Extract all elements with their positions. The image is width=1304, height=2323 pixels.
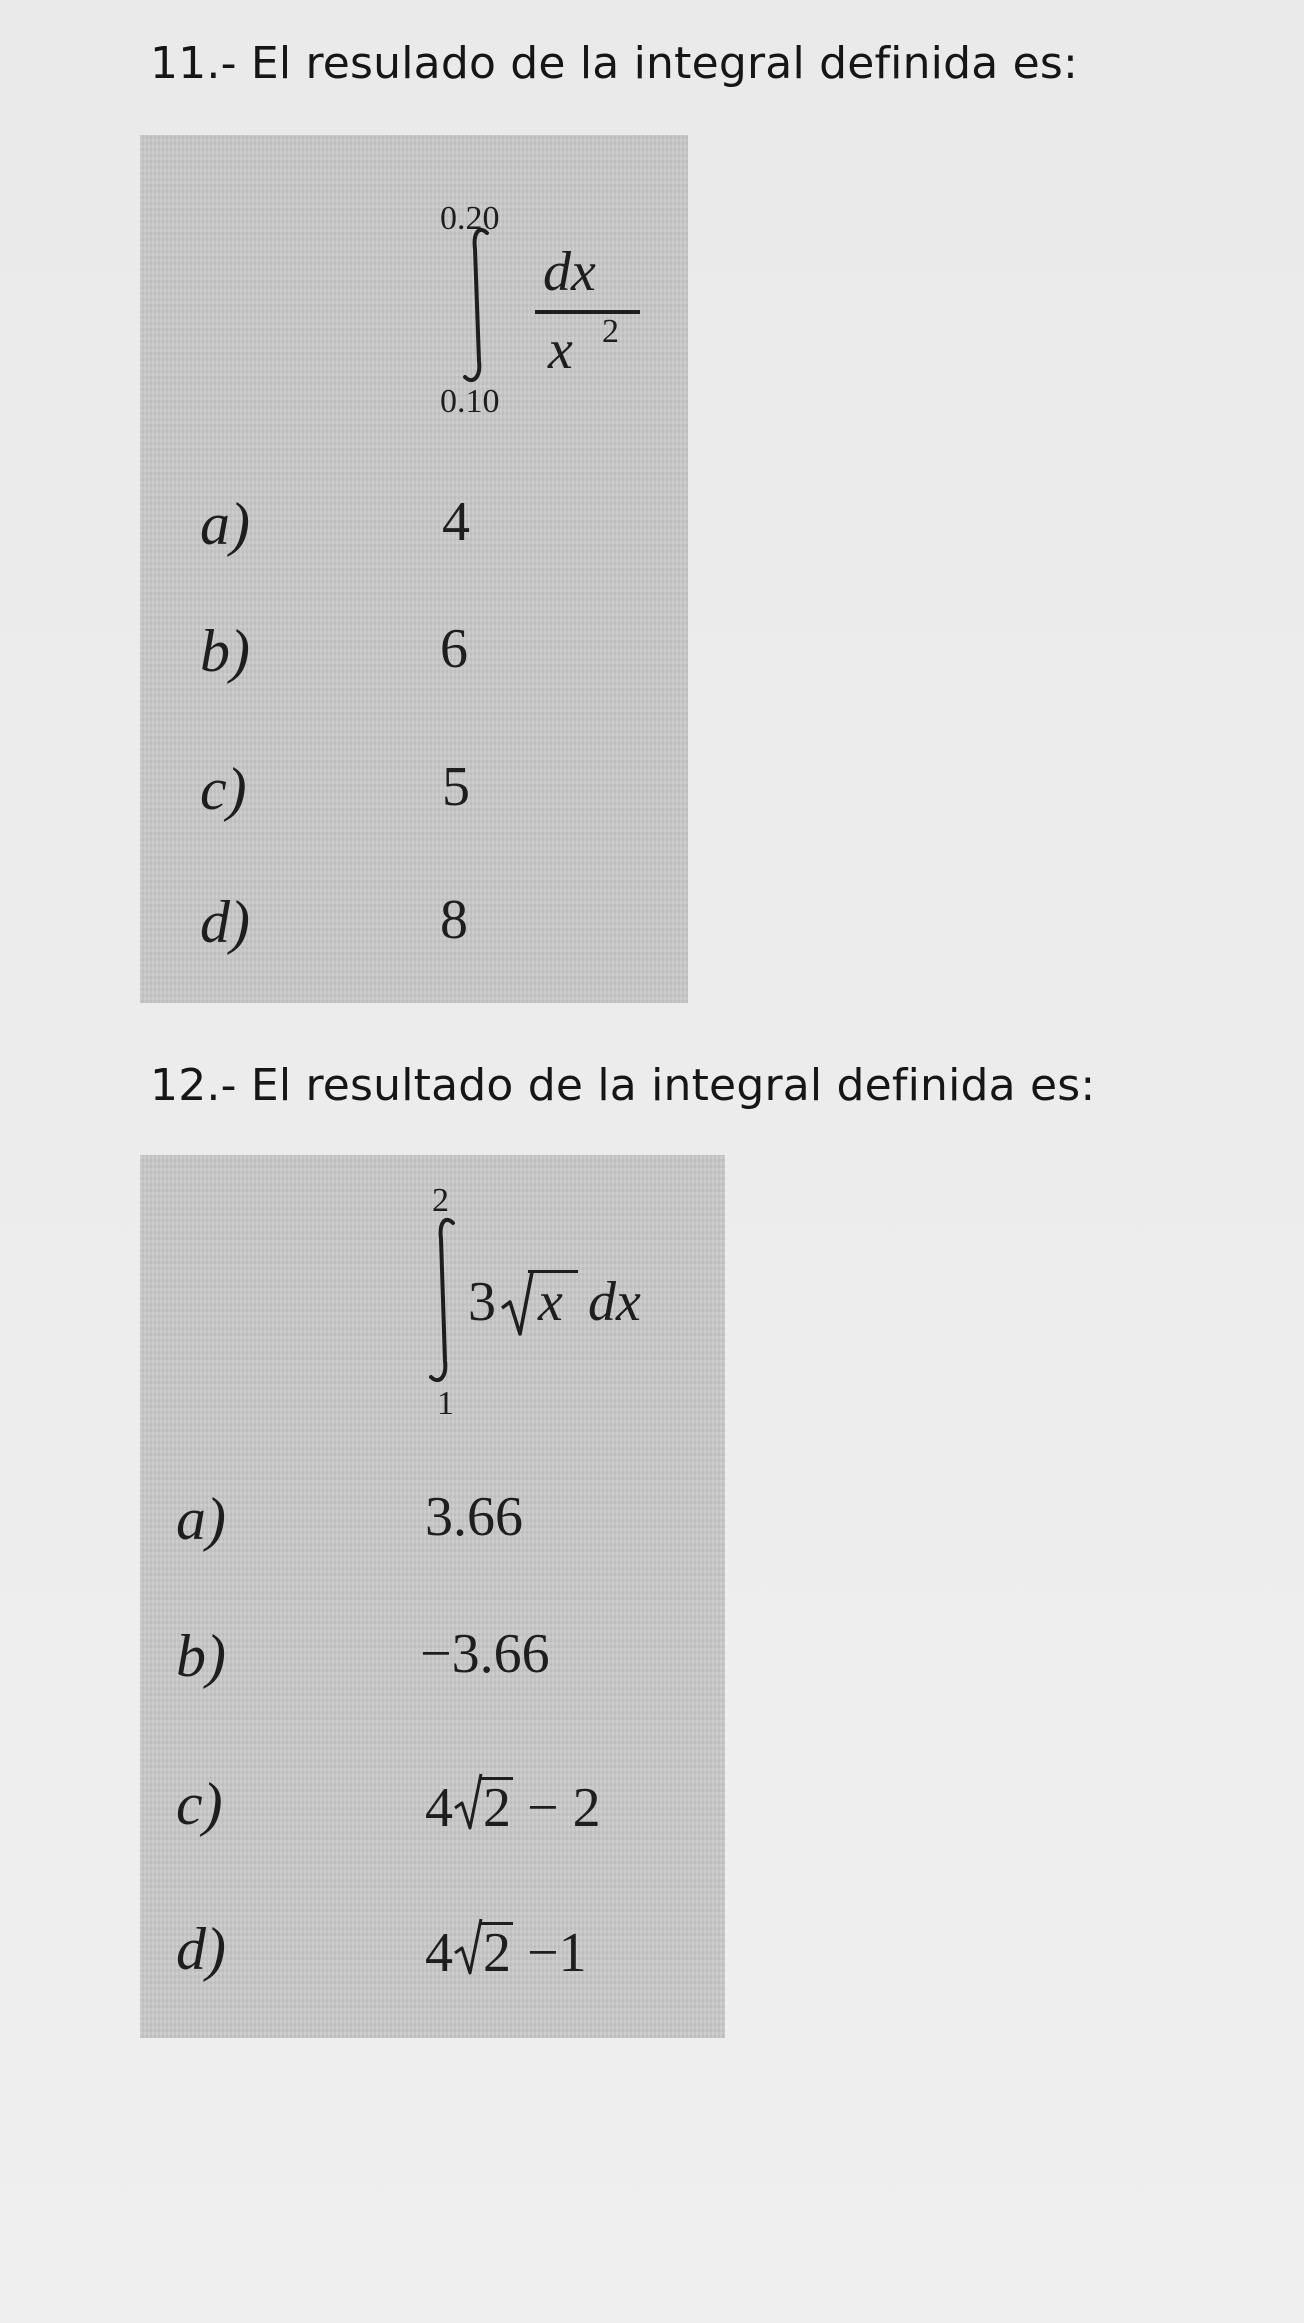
q12-option-c-label: c) — [176, 1771, 223, 1837]
q11-option-d-label: d) — [200, 889, 250, 955]
q12-option-d-prefix: 4 — [425, 1922, 453, 1984]
q12-radicand: x — [538, 1271, 563, 1333]
q12-option-a-label: a) — [176, 1486, 226, 1552]
q12-coefficient: 3 — [468, 1271, 496, 1333]
square-root-icon — [453, 1915, 513, 1991]
question-11-title: 11.- El resulado de la integral definida es: — [150, 38, 1078, 89]
question-11-panel — [140, 135, 688, 1003]
q12-option-c-prefix: 4 — [425, 1777, 453, 1839]
q11-option-b-label: b) — [200, 618, 250, 684]
q11-upper-limit: 0.20 — [440, 200, 500, 237]
q12-option-a-value: 3.66 — [425, 1486, 523, 1548]
q12-lower-limit: 1 — [437, 1385, 454, 1422]
q12-option-c-value — [425, 1770, 601, 1846]
q12-option-d-suffix: −1 — [513, 1922, 587, 1984]
q12-option-d-value — [425, 1915, 587, 1991]
q12-option-c-suffix: − 2 — [513, 1777, 601, 1839]
q11-option-d-value: 8 — [440, 889, 468, 951]
q12-option-c-radicand: 2 — [483, 1777, 511, 1839]
q12-option-d-label: d) — [176, 1916, 226, 1982]
q12-option-d-radicand: 2 — [483, 1922, 511, 1984]
q11-fraction-bar — [535, 310, 640, 314]
q11-denominator-exponent: 2 — [602, 313, 619, 350]
q11-lower-limit: 0.10 — [440, 383, 500, 420]
question-12-title: 12.- El resultado de la integral definida es: — [150, 1060, 1096, 1111]
square-root-icon — [453, 1770, 513, 1846]
q11-option-c-value: 5 — [442, 756, 470, 818]
q12-option-b-label: b) — [176, 1623, 226, 1689]
q11-option-c-label: c) — [200, 756, 247, 822]
q12-upper-limit: 2 — [432, 1182, 449, 1219]
q11-numerator: dx — [543, 241, 596, 303]
q12-differential: dx — [588, 1271, 641, 1333]
q11-option-b-value: 6 — [440, 618, 468, 680]
integral-sign-icon — [457, 225, 497, 390]
integral-sign-icon — [423, 1215, 463, 1390]
q11-denominator-base: x — [548, 319, 573, 381]
q12-option-b-value: −3.66 — [420, 1623, 550, 1685]
q11-option-a-value: 4 — [442, 491, 470, 553]
q11-option-a-label: a) — [200, 491, 250, 557]
